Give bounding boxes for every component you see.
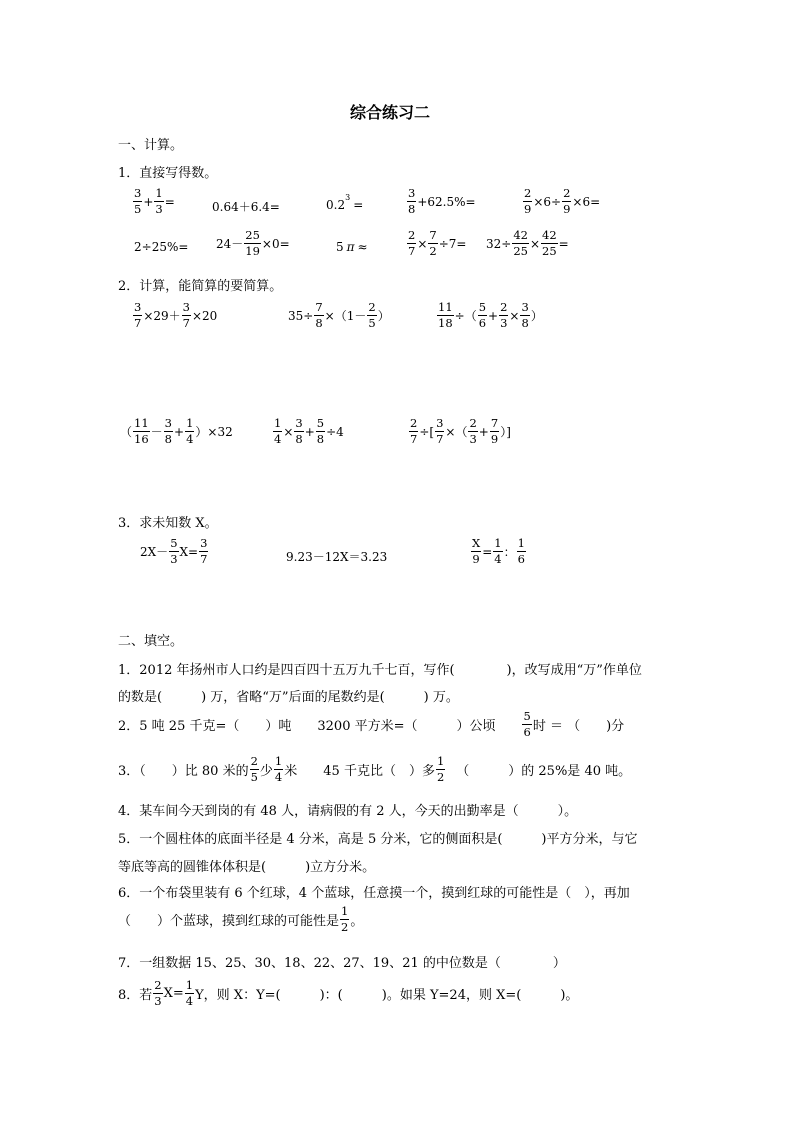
fraction: $\frac{2}{7}$ xyxy=(408,228,416,258)
fraction: $\frac{7}{2}$ xyxy=(429,228,437,258)
fraction: $\frac{3}{8}$ xyxy=(164,416,172,446)
fill-question-1-line2: 的数是( ) 万，省略“万”后面的尾数约是( ) 万。 xyxy=(118,690,459,705)
fraction: $\frac{1}{4}$ xyxy=(274,754,283,784)
expr-2b: 35÷ $\frac{7}{8}$ ×（1－ $\frac{2}{5}$ ） xyxy=(288,300,390,330)
expr-1j: 32÷ $\frac{42}{25}$ × $\frac{42}{25}$ = xyxy=(486,228,569,258)
fraction: $\frac{3}{7}$ xyxy=(134,300,142,330)
fraction: $\frac{5}{6}$ xyxy=(478,300,487,330)
expr-1d: $\frac{3}{8}$ +62.5%= xyxy=(408,186,476,216)
fraction: $\frac{3}{5}$ xyxy=(134,186,142,216)
fill-question-7: 7．一组数据 15、25、30、18、22、27、19、21 的中位数是（ ） xyxy=(118,956,566,971)
fraction: $\frac{5}{8}$ xyxy=(316,416,325,446)
expr-2c: $\frac{11}{18}$ ÷（ $\frac{5}{6}$ + $\frac{2}{3}$ × $\frac{3}{8}$ ） xyxy=(438,300,543,330)
fraction: $\frac{42}{25}$ xyxy=(542,228,557,258)
fraction: $\frac{1}{3}$ xyxy=(155,186,163,216)
fraction: $\frac{2}{5}$ xyxy=(250,754,258,784)
fill-question-6-line1: 6．一个布袋里装有 6 个红球，4 个蓝球，任意摸一个，摸到红球的可能性是（ ），再加 xyxy=(118,886,630,901)
fill-question-1-line1: 1．2012 年扬州市人口约是四百四十五万九千七百，写作( )，改写成用“万”作单位 xyxy=(118,663,642,678)
expr-2f: $\frac{2}{7}$ ÷[ $\frac{3}{7}$ ×（ $\frac{2}{3}$ + $\frac{7}{9}$ ）] xyxy=(410,416,511,446)
fraction: $\frac{3}{7}$ xyxy=(200,536,208,566)
fraction: $\frac{1}{2}$ xyxy=(436,754,445,784)
fraction: $\frac{42}{25}$ xyxy=(513,228,528,258)
fill-question-6-line2: （ ）个蓝球，摸到红球的可能性是 $\frac{1}{2}$ 。 xyxy=(118,904,364,934)
fraction: $\frac{1}{6}$ xyxy=(517,536,525,566)
fraction: $\frac{1}{4}$ xyxy=(185,978,194,1008)
expr-2d: （ $\frac{11}{16}$ － $\frac{3}{8}$ + $\frac{1}{4}$ ）×32 xyxy=(120,416,233,446)
expr-1e: $\frac{2}{9}$ ×6÷ $\frac{2}{9}$ ×6= xyxy=(524,186,601,216)
expr-2a: $\frac{3}{7}$ ×29＋ $\frac{3}{7}$ ×20 xyxy=(134,300,218,330)
fill-question-2: 2．5 吨 25 千克=（ ）吨 3200 平方米=（ ）公顷 $\frac{5}{6}$ 时 ＝ （ )分 xyxy=(118,709,625,739)
fraction: $\frac{2}{3}$ xyxy=(469,416,477,446)
expr-1h: 5 π ≈ xyxy=(336,240,368,254)
fraction: $\frac{2}{3}$ xyxy=(500,300,508,330)
expr-1b: 0.64＋6.4= xyxy=(212,200,280,214)
fraction: $\frac{25}{19}$ xyxy=(245,228,260,258)
fraction: $\frac{3}{8}$ xyxy=(295,416,303,446)
fraction: $\frac{2}{5}$ xyxy=(368,300,376,330)
fraction: $\frac{11}{18}$ xyxy=(438,300,453,330)
fraction: $\frac{1}{4}$ xyxy=(274,416,282,446)
fill-question-8: 8．若 $\frac{2}{3}$ X= $\frac{1}{4}$ Y，则 X：Y=( )：( )。如果 Y=24，则 X=( )。 xyxy=(118,978,579,1008)
fraction: $\frac{7}{8}$ xyxy=(315,300,323,330)
fraction: $\frac{2}{9}$ xyxy=(563,186,571,216)
fraction: $\frac{7}{9}$ xyxy=(490,416,499,446)
fill-question-5-line1: 5．一个圆柱体的底面半径是 4 分米，高是 5 分米，它的侧面积是( )平方分米，与它 xyxy=(118,832,638,847)
question-1-label: 1．直接写得数。 xyxy=(118,166,218,181)
question-3-label: 3．求未知数 X。 xyxy=(118,516,218,531)
fraction: $\frac{5}{6}$ xyxy=(523,709,531,739)
expr-1a: $\frac{3}{5}$ + $\frac{1}{3}$ = xyxy=(134,186,175,216)
fill-question-3: 3．（ ）比 80 米的 $\frac{2}{5}$ 少 $\frac{1}{4}$ 米 45 千克比（ ）多 $\frac{1}{2}$ （ ）的 25%是 40 吨。 xyxy=(118,754,632,784)
fill-question-4: 4．某车间今天到岗的有 48 人，请病假的有 2 人，今天的出勤率是（ ）。 xyxy=(118,804,578,819)
fraction: $\frac{3}{7}$ xyxy=(436,416,444,446)
fraction: $\frac{1}{4}$ xyxy=(186,416,194,446)
equation-3b: 9.23－12X＝3.23 xyxy=(286,550,388,564)
fraction: $\frac{3}{7}$ xyxy=(182,300,190,330)
section-heading-calculation: 一、计算。 xyxy=(118,138,184,153)
fraction: $\frac{3}{8}$ xyxy=(408,186,416,216)
fraction: $\frac{2}{9}$ xyxy=(524,186,532,216)
fraction: $\frac{1}{2}$ xyxy=(341,904,349,934)
expr-1c: 0.2 3 = xyxy=(326,192,364,212)
expr-1i: $\frac{2}{7}$ × $\frac{7}{2}$ ÷7= xyxy=(408,228,467,258)
equation-3c: $\frac{X}{9}$ = $\frac{1}{4}$ ： $\frac{1}{6}$ xyxy=(472,536,525,566)
section-heading-fill-in: 二、填空。 xyxy=(118,634,184,649)
fraction: $\frac{2}{3}$ xyxy=(154,978,162,1008)
expr-1g: 24－ $\frac{25}{19}$ ×0= xyxy=(216,228,290,258)
question-2-label: 2．计算，能简算的要简算。 xyxy=(118,279,283,294)
expr-2e: $\frac{1}{4}$ × $\frac{3}{8}$ + $\frac{5}{8}$ ÷4 xyxy=(274,416,344,446)
fraction: $\frac{1}{4}$ xyxy=(494,536,502,566)
fraction: $\frac{11}{16}$ xyxy=(134,416,149,446)
equation-3a: 2X－ $\frac{5}{3}$ X= $\frac{3}{7}$ xyxy=(140,536,208,566)
fraction: $\frac{X}{9}$ xyxy=(472,536,481,566)
fraction: $\frac{3}{8}$ xyxy=(521,300,529,330)
fraction: $\frac{5}{3}$ xyxy=(170,536,178,566)
page-title: 综合练习二 xyxy=(350,103,431,122)
fraction: $\frac{2}{7}$ xyxy=(410,416,418,446)
expr-1f: 2÷25%= xyxy=(134,240,189,254)
fill-question-5-line2: 等底等高的圆锥体体积是( )立方分米。 xyxy=(118,860,376,875)
